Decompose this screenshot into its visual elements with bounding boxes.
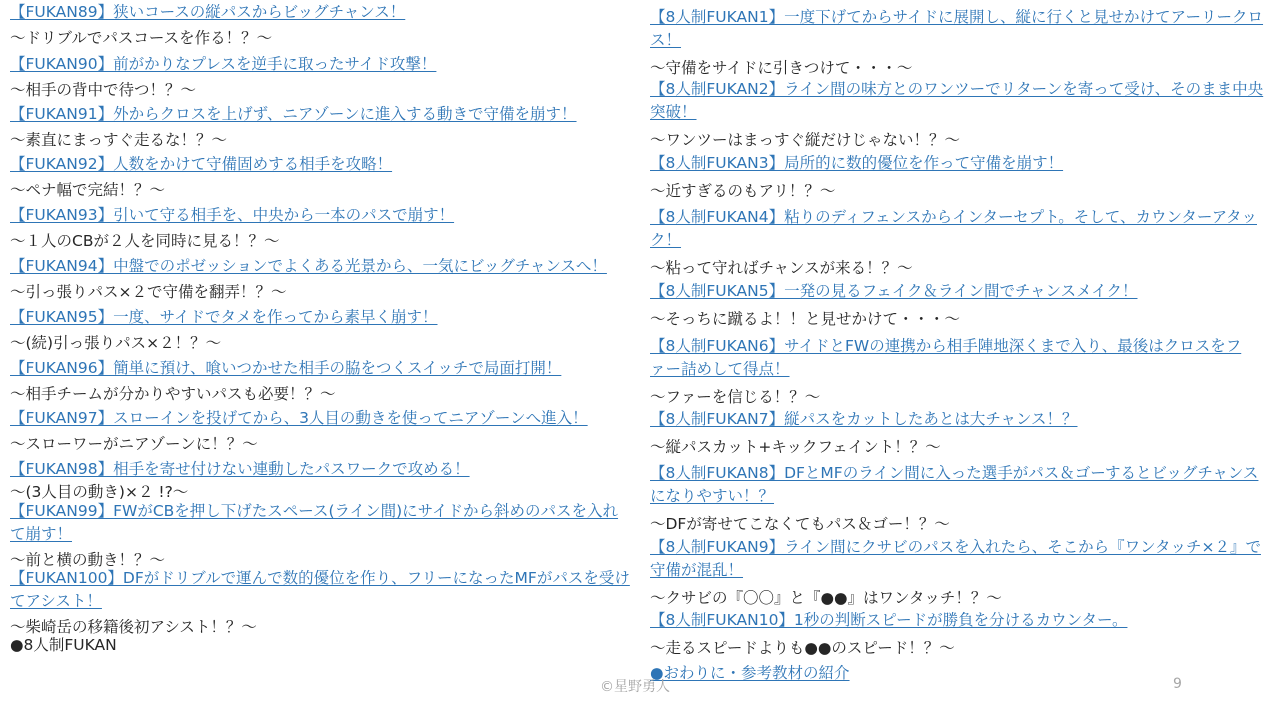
toc-entry-link[interactable]: 【8人制FUKAN9】ライン間にクサビのパスを入れたら、そこから『ワンタッチ×２』で守備が混乱！ <box>650 538 1261 579</box>
toc-entry-subtitle: 〜(3人目の動き)×２ !?〜 <box>10 483 189 501</box>
toc-entry <box>650 462 1270 536</box>
toc-entry <box>650 78 1270 152</box>
toc-entry-link[interactable]: 【FUKAN100】DFがドリブルで運んで数的優位を作り、フリーになったMFがパスを受けてアシスト！ <box>10 569 630 610</box>
toc-entry-link[interactable]: 【8人制FUKAN1】一度下げてからサイドに展開し、縦に行くと見せかけてアーリークロス！ <box>650 8 1264 49</box>
toc-entry-subtitle: 〜走るスピードよりも●●のスピード！？〜 <box>650 639 955 657</box>
toc-entry-subtitle: 〜ペナ幅で完結！？〜 <box>10 181 166 199</box>
toc-entry-subtitle: 〜ファーを信じる！？〜 <box>650 388 821 406</box>
toc-entry-link[interactable]: 【FUKAN90】前がかりなプレスを逆手に取ったサイド攻撃！ <box>10 55 437 73</box>
toc-entry-link[interactable]: 【8人制FUKAN3】局所的に数的優位を作って守備を崩す！ <box>650 154 1064 172</box>
toc-entry-link[interactable]: 【FUKAN97】スローインを投げてから、3人目の動きを使ってニアゾーンへ進入！ <box>10 409 588 427</box>
toc-entry <box>650 408 1270 459</box>
toc-entry-subtitle: 〜(続)引っ張りパス×２！？〜 <box>10 334 222 352</box>
toc-entry-link[interactable]: 【FUKAN92】人数をかけて守備固めする相手を攻略！ <box>10 155 393 173</box>
closing-section-link[interactable] <box>650 662 850 685</box>
toc-entry-link[interactable]: 【8人制FUKAN7】縦パスをカットしたあとは大チャンス！？ <box>650 410 1078 428</box>
toc-entry <box>10 153 630 202</box>
toc-entry-link[interactable]: 【8人制FUKAN4】粘りのディフェンスからインターセプト。そして、カウンターアタック！ <box>650 208 1257 249</box>
toc-entry <box>10 407 630 456</box>
toc-entry-subtitle: 〜近すぎるのもアリ！？〜 <box>650 182 836 200</box>
toc-entry-subtitle: 〜柴崎岳の移籍後初アシスト！？〜 <box>10 618 257 636</box>
copyright-text: ©星野勇人 <box>600 679 670 695</box>
toc-entry-link[interactable]: 【FUKAN95】一度、サイドでタメを作ってから素早く崩す！ <box>10 308 438 326</box>
toc-entry-subtitle: 〜ワンツーはまっすぐ縦だけじゃない！？〜 <box>650 131 961 149</box>
toc-entry-link[interactable]: 【FUKAN93】引いて守る相手を、中央から一本のパスで崩す！ <box>10 206 455 224</box>
toc-entry-link[interactable]: 【FUKAN91】外からクロスを上げず、ニアゾーンに進入する動きで守備を崩す！ <box>10 105 577 123</box>
toc-entry <box>650 335 1250 409</box>
toc-entry <box>10 458 630 504</box>
toc-entry-subtitle: 〜相手チームが分かりやすいパスも必要！？〜 <box>10 385 336 403</box>
toc-entry-subtitle: 〜縦パスカット+キックフェイント！？〜 <box>650 438 941 456</box>
toc-entry <box>650 206 1270 280</box>
toc-entry-link[interactable]: 【FUKAN89】狭いコースの縦パスからビッグチャンス！ <box>10 3 406 21</box>
toc-entry-subtitle: 〜ドリブルでパスコースを作る！？〜 <box>10 29 273 47</box>
toc-entry-subtitle: 〜守備をサイドに引きつけて・・・〜 <box>650 59 913 77</box>
closing-section-link-text[interactable]: ●おわりに・参考教材の紹介 <box>650 664 850 682</box>
toc-entry-link[interactable]: 【8人制FUKAN2】ライン間の味方とのワンツーでリターンを寄って受け、そのまま中央突破！ <box>650 80 1264 121</box>
toc-entry-subtitle: 〜１人のCBが２人を同時に見る！？〜 <box>10 232 280 250</box>
toc-entry <box>10 357 630 406</box>
section-heading: ●8人制FUKAN <box>10 636 117 654</box>
toc-entry <box>10 255 635 304</box>
toc-entry-link[interactable]: 【8人制FUKAN10】1秒の判断スピードが勝負を分けるカウンター。 <box>650 611 1128 629</box>
toc-entry <box>10 567 630 639</box>
toc-entry-subtitle: 〜そっちに蹴るよ！！と見せかけて・・・〜 <box>650 310 961 328</box>
toc-entry-subtitle: 〜前と横の動き！？〜 <box>10 551 166 569</box>
toc-entry <box>650 6 1270 80</box>
toc-entry-link[interactable]: 【FUKAN98】相手を寄せ付けない連動したパスワークで攻める！ <box>10 460 470 478</box>
toc-entry <box>10 204 630 253</box>
page-number: 9 <box>1173 676 1182 692</box>
toc-entry <box>650 536 1270 610</box>
toc-entry-subtitle: 〜クサビの『〇〇』と『●●』はワンタッチ！？〜 <box>650 589 1002 607</box>
toc-entry-subtitle: 〜相手の背中で待つ！？〜 <box>10 81 197 99</box>
toc-entry-link[interactable]: 【FUKAN94】中盤でのポゼッションでよくある光景から、一気にビッグチャンスへ！ <box>10 257 607 275</box>
toc-entry <box>10 500 630 572</box>
toc-entry-link[interactable]: 【8人制FUKAN8】DFとMFのライン間に入った選手がパス＆ゴーするとビッグチャンスになりやすい！？ <box>650 464 1259 505</box>
toc-entry-subtitle: 〜スローワーがニアゾーンに！？〜 <box>10 435 258 453</box>
toc-entry <box>10 306 630 355</box>
toc-entry <box>10 1 630 50</box>
toc-entry-link[interactable]: 【8人制FUKAN6】サイドとFWの連携から相手陣地深くまで入り、最後はクロスをファー詰めして得点！ <box>650 337 1242 378</box>
toc-entry-subtitle: 〜粘って守ればチャンスが来る！？〜 <box>650 259 913 277</box>
toc-entry-link[interactable]: 【FUKAN99】FWがCBを押し下げたスペース(ライン間)にサイドから斜めのパスを入れて崩す！ <box>10 502 619 543</box>
toc-entry-link[interactable]: 【8人制FUKAN5】一発の見るフェイク＆ライン間でチャンスメイク！ <box>650 282 1138 300</box>
toc-entry <box>10 103 630 152</box>
toc-entry-subtitle: 〜素直にまっすぐ走るな！？〜 <box>10 131 228 149</box>
toc-entry <box>650 280 1270 331</box>
toc-entry-subtitle: 〜DFが寄せてこなくてもパス＆ゴー！？〜 <box>650 515 950 533</box>
toc-entry-subtitle: 〜引っ張りパス×２で守備を翻弄！？〜 <box>10 283 287 301</box>
toc-entry <box>10 53 630 102</box>
toc-entry <box>650 609 1270 660</box>
toc-entry <box>650 152 1270 203</box>
toc-entry-link[interactable]: 【FUKAN96】簡単に預け、喰いつかせた相手の脇をつくスイッチで局面打開！ <box>10 359 562 377</box>
